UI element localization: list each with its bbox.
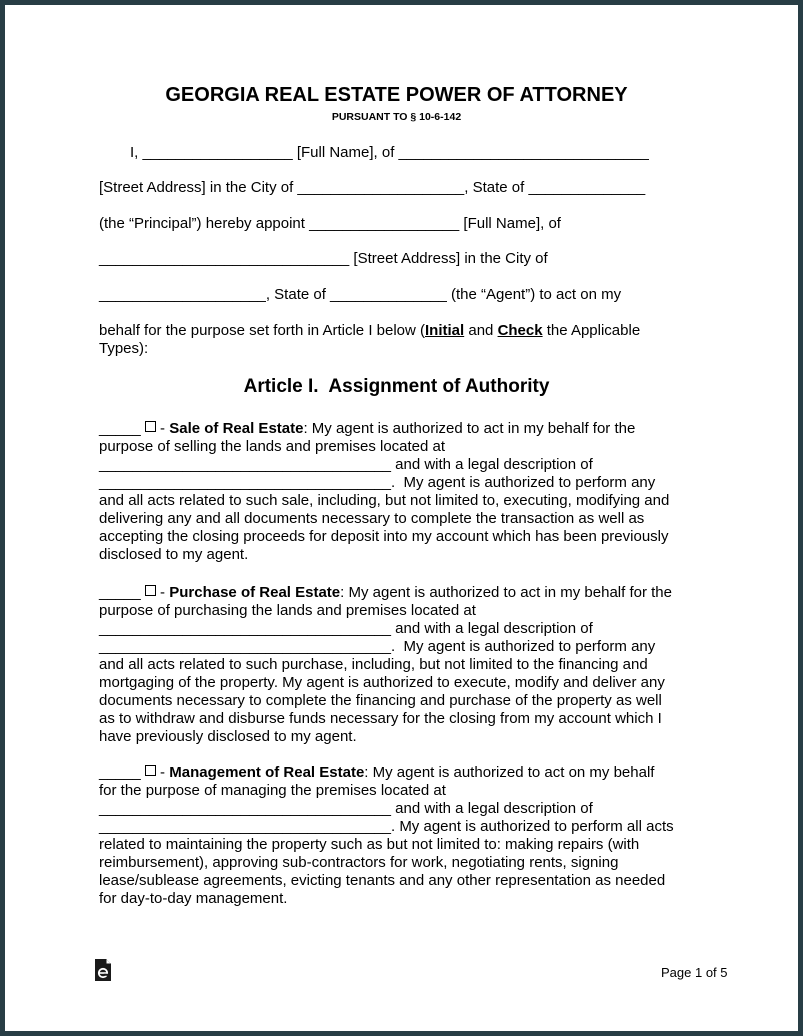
- initial-label: Initial: [425, 322, 465, 339]
- intro-line-6-text: behalf for the purpose set forth in Article I below (: [99, 322, 426, 339]
- page-number: Page 1 of 5: [661, 965, 728, 980]
- eforms-logo-icon: [94, 958, 112, 982]
- intro-line-3: (the “Principal”) hereby appoint __________________ [Full Name], of: [99, 215, 561, 232]
- intro-line-2: [Street Address] in the City of ____________________, State of ______________: [99, 179, 646, 196]
- sale-line-6: delivering any and all documents necessary to complete the transaction as well as: [99, 510, 645, 527]
- sale-heading: Sale of Real Estate: [169, 420, 304, 437]
- sale-line-3: ___________________________________ and with a legal description of: [99, 456, 593, 473]
- sale-dash: -: [155, 420, 170, 437]
- sale-line-5: and all acts related to such sale, including, but not limited to, executing, modifying and: [99, 492, 670, 509]
- management-line-1: [99, 764, 654, 782]
- purchase-line-2: purpose of purchasing the lands and premises located at: [99, 602, 476, 619]
- sale-text-1: : My agent is authorized to act in my behalf for the: [303, 420, 636, 437]
- purchase-heading: Purchase of Real Estate: [169, 584, 341, 601]
- sale-line-1: [99, 420, 635, 438]
- management-checkbox[interactable]: [145, 765, 156, 776]
- purchase-text-1: : My agent is authorized to act in my behalf for the: [340, 584, 672, 601]
- purchase-line-7: documents necessary to complete the financing and purchase of the property as well: [99, 692, 662, 709]
- management-heading: Management of Real Estate: [169, 764, 365, 781]
- sale-line-8: disclosed to my agent.: [99, 546, 249, 563]
- purchase-dash: -: [155, 584, 170, 601]
- management-line-6: reimbursement), approving sub-contractors for work, negotiating rents, signing: [99, 854, 619, 871]
- management-line-5: related to maintaining the property such as but not limited to: making repairs (with: [99, 836, 640, 853]
- purchase-line-1: [99, 584, 672, 602]
- management-text-1: : My agent is authorized to act on my behalf: [364, 764, 655, 781]
- management-dash: -: [155, 764, 170, 781]
- intro-line-6-end: the Applicable: [542, 322, 641, 339]
- intro-line-1: I, __________________ [Full Name], of ______________________________: [130, 144, 649, 161]
- management-line-3: ___________________________________ and with a legal description of: [99, 800, 593, 817]
- document-title: GEORGIA REAL ESTATE POWER OF ATTORNEY: [165, 84, 628, 106]
- sale-line-2: purpose of selling the lands and premises located at: [99, 438, 446, 455]
- purchase-line-6: mortgaging of the property. My agent is authorized to execute, modify and deliver any: [99, 674, 665, 691]
- sale-line-7: accepting the closing proceeds for deposit into my account which has been previously: [99, 528, 669, 545]
- purchase-checkbox[interactable]: [145, 585, 156, 596]
- sale-line-4: ___________________________________. My agent is authorized to perform any: [99, 474, 656, 491]
- intro-line-4: ______________________________ [Street Address] in the City of: [99, 250, 548, 267]
- intro-line-7: Types):: [99, 340, 149, 357]
- purchase-line-8: as to withdraw and disburse funds necessary for the closing from my account which I: [99, 710, 662, 727]
- intro-and-text: and: [464, 322, 498, 339]
- management-line-2: for the purpose of managing the premises located at: [99, 782, 446, 799]
- purchase-line-5: and all acts related to such purchase, including, but not limited to the financing and: [99, 656, 648, 673]
- sale-checkbox[interactable]: [145, 421, 156, 432]
- management-line-7: lease/sublease agreements, evicting tenants and any other representation as needed: [99, 872, 666, 889]
- intro-line-5: ____________________, State of ______________ (the “Agent”) to act on my: [99, 286, 622, 303]
- purchase-line-3: ___________________________________ and with a legal description of: [99, 620, 593, 637]
- purchase-initial-blank[interactable]: _____: [99, 584, 145, 601]
- article-heading: Article I. Assignment of Authority: [243, 376, 550, 397]
- management-line-4: ___________________________________. My agent is authorized to perform all acts: [99, 818, 674, 835]
- intro-line-6: [99, 322, 640, 340]
- management-line-8: for day-to-day management.: [99, 890, 288, 907]
- check-label: Check: [497, 322, 543, 339]
- management-initial-blank[interactable]: _____: [99, 764, 145, 781]
- document-subtitle: PURSUANT TO § 10-6-142: [331, 111, 462, 123]
- purchase-line-9: have previously disclosed to my agent.: [99, 728, 357, 745]
- purchase-line-4: ___________________________________. My agent is authorized to perform any: [99, 638, 656, 655]
- sale-initial-blank[interactable]: _____: [99, 420, 145, 437]
